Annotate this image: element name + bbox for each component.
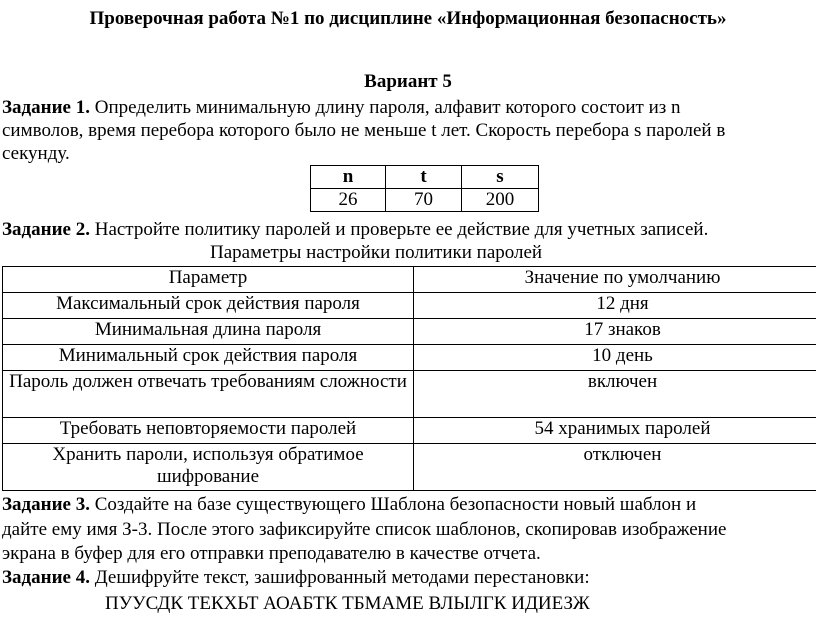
table-header-row	[3, 267, 816, 293]
column-header-default-value: Значение по умолчанию	[414, 267, 816, 293]
parameter-cell: Максимальный срок действия пароля	[3, 293, 414, 319]
policy-table-caption: Параметры настройки политики паролей	[210, 242, 543, 263]
param-s-value: 200	[462, 189, 539, 212]
param-t-value: 70	[386, 189, 462, 212]
task3-text1: Создайте на базе существующего Шаблона безопасности новый шаблон и	[94, 494, 697, 515]
task2-line	[2, 219, 708, 241]
password-policy-table	[2, 266, 816, 491]
parameter-cell: Минимальная длина пароля	[3, 319, 414, 345]
value-cell: 17 знаков	[414, 319, 816, 345]
task4-label: Задание 4.	[2, 567, 90, 588]
cipher-text: ПУУСДК ТЕКХЬТ АОАБТК ТБМАМЕ ВЛЫЛГК ИДИЕЗЖ	[105, 593, 590, 614]
task3-line3: экрана в буфер для его отправки преподавателю в качестве отчета.	[2, 543, 541, 564]
task3-label: Задание 3.	[2, 494, 90, 515]
column-header-parameter: Параметр	[3, 267, 414, 293]
task1-params-table	[310, 165, 539, 212]
task1-line2: символов, время перебора которого было не меньше t лет. Скорость перебора s паролей в	[2, 120, 726, 141]
value-cell: 12 дня	[414, 293, 816, 319]
param-n-header: n	[311, 166, 386, 189]
param-s-header: s	[462, 166, 539, 189]
task1-params-value-row	[311, 189, 539, 212]
value-cell: 10 день	[414, 345, 816, 371]
parameter-cell: Хранить пароли, используя обратимое шифрование	[3, 444, 414, 491]
param-n-value: 26	[311, 189, 386, 212]
table-row	[3, 345, 816, 371]
table-row	[3, 371, 816, 418]
parameter-cell: Пароль должен отвечать требованиям сложности	[3, 371, 414, 418]
task4-text: Дешифруйте текст, зашифрованный методами перестановки:	[94, 567, 590, 588]
task1-line1	[2, 97, 816, 119]
task3-line1	[2, 494, 816, 516]
parameter-cell: Требовать неповторяемости паролей	[3, 418, 414, 444]
table-row	[3, 418, 816, 444]
value-cell: включен	[414, 371, 816, 418]
task3-line2: дайте ему имя З-3. После этого зафиксируйте список шаблонов, скопировав изображение	[2, 519, 727, 540]
table-row	[3, 293, 816, 319]
task1-text1: Определить минимальную длину пароля, алфавит которого состоит из n	[94, 97, 681, 118]
task1-label: Задание 1.	[2, 97, 90, 118]
task2-text: Настройте политику паролей и проверьте ее действие для учетных записей.	[94, 219, 709, 240]
parameter-cell: Минимальный срок действия пароля	[3, 345, 414, 371]
variant-heading: Вариант 5	[364, 71, 452, 92]
value-cell: 54 хранимых паролей	[414, 418, 816, 444]
task1-line3: секунду.	[2, 143, 70, 164]
task1-params-header-row	[311, 166, 539, 189]
table-row	[3, 444, 816, 491]
task4-line	[2, 567, 590, 589]
table-row	[3, 319, 816, 345]
task2-label: Задание 2.	[2, 219, 90, 240]
document-title: Проверочная работа №1 по дисциплине «Информационная безопасность»	[89, 8, 727, 29]
param-t-header: t	[386, 166, 462, 189]
value-cell: отключен	[414, 444, 816, 491]
